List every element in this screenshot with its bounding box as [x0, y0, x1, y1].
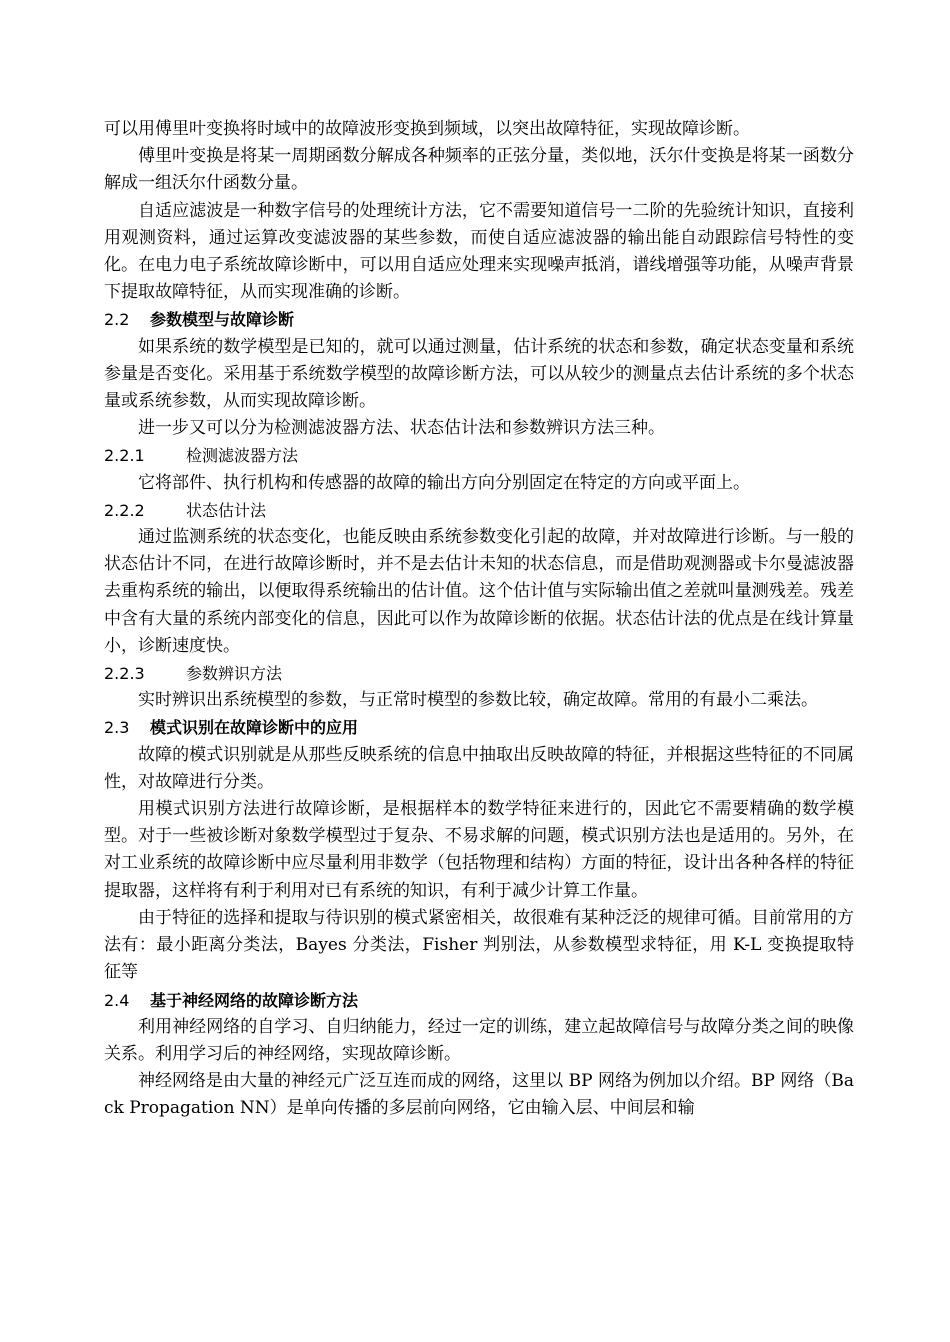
paragraph: 可以用傅里叶变换将时域中的故障波形变换到频域，以突出故障特征，实现故障诊断。 [104, 119, 750, 139]
heading-title: 状态估计法 [186, 500, 267, 520]
heading-number: 2.2.2 [104, 500, 145, 520]
paragraph: 进一步又可以分为检测滤波器方法、状态估计法和参数辨识方法三种。 [138, 418, 665, 439]
section-heading [104, 987, 854, 1014]
heading-title: 参数辨识方法 [186, 664, 283, 684]
heading-title: 检测滤波器方法 [186, 446, 299, 466]
paragraph: 利用神经网络的自学习、自归纳能力，经过一定的训练，建立起故障信号与故障分类之间的映像关系。利用学习后的神经网络，实现故障诊断。 [104, 1016, 854, 1064]
heading-title: 参数模型与故障诊断 [150, 310, 295, 330]
subsection-heading [104, 442, 854, 469]
paragraph: 故障的模式识别就是从那些反映系统的信息中抽取出反映故障的特征，并根据这些特征的不同属性，对故障进行分类。 [104, 744, 854, 792]
paragraph: 自适应滤波是一种数字信号的处理统计方法，它不需要知道信号一二阶的先验统计知识，直接利用观测资料，通过运算改变滤波器的某些参数，而使自适应滤波器的输出能自动跟踪信号特性的变化。在电力电子系统故障诊断中，可以用自适应处理来实现噪声抵消，谱线增强等功能，从噪声背景下提取故障特征，从而实现准确的诊断。 [104, 200, 854, 303]
heading-number: 2.2 [104, 310, 130, 330]
heading-title: 基于神经网络的故障诊断方法 [150, 990, 359, 1010]
heading-number: 2.2.1 [104, 446, 145, 466]
section-heading [104, 306, 854, 333]
paragraph: 实时辨识出系统模型的参数，与正常时模型的参数比较，确定故障。常用的有最小二乘法。 [138, 690, 818, 711]
heading-title: 模式识别在故障诊断中的应用 [150, 718, 359, 738]
paragraph: 如果系统的数学模型是已知的，就可以通过测量，估计系统的状态和参数，确定状态变量和系统参量是否变化。采用基于系统数学模型的故障诊断方法，可以从较少的测量点去估计系统的多个状态量或系统参数，从而实现故障诊断。 [104, 336, 854, 412]
paragraph: 由于特征的选择和提取与待识别的模式紧密相关，故很难有某种泛泛的规律可循。目前常用的方法有：最小距离分类法，Bayes 分类法，Fisher 判别法，从参数模型求特征，用 K-L 变换提取特征等 [104, 907, 854, 983]
paragraph: 傅里叶变换是将某一周期函数分解成各种频率的正弦分量，类似地，沃尔什变换是将某一函数分解成一组沃尔什函数分量。 [104, 146, 854, 194]
section-heading [104, 714, 854, 741]
document-page [104, 116, 854, 1123]
paragraph: 用模式识别方法进行故障诊断，是根据样本的数学特征来进行的，因此它不需要精确的数学模型。对于一些被诊断对象数学模型过于复杂、不易求解的问题，模式识别方法也是适用的。另外，在对工业系统的故障诊断中应尽量利用非数学（包括物理和结构）方面的特征，设计出各种各样的特征提取器，这样将有利于利用对已有系统的知识，有利于减少计算工作量。 [104, 799, 854, 901]
subsection-heading [104, 660, 854, 687]
heading-number: 2.3 [104, 718, 130, 738]
paragraph: 通过监测系统的状态变化，也能反映由系统参数变化引起的故障，并对故障进行诊断。与一般的状态估计不同，在进行故障诊断时，并不是去估计未知的状态信息，而是借助观测器或卡尔曼滤波器去重构系统的输出，以便取得系统输出的估计值。这个估计值与实际输出值之差就叫量测残差。残差中含有大量的系统内部变化的信息，因此可以作为故障诊断的依据。状态估计法的优点是在线计算量小，诊断速度快。 [104, 527, 854, 656]
paragraph: 神经网络是由大量的神经元广泛互连而成的网络，这里以 BP 网络为例加以介绍。BP 网络（Back Propagation NN）是单向传播的多层前向网络，它由输入层、中间层和输 [104, 1071, 854, 1119]
subsection-heading [104, 497, 854, 524]
paragraph: 它将部件、执行机构和传感器的故障的输出方向分别固定在特定的方向或平面上。 [138, 472, 750, 493]
heading-number: 2.2.3 [104, 664, 145, 684]
heading-number: 2.4 [104, 990, 130, 1010]
